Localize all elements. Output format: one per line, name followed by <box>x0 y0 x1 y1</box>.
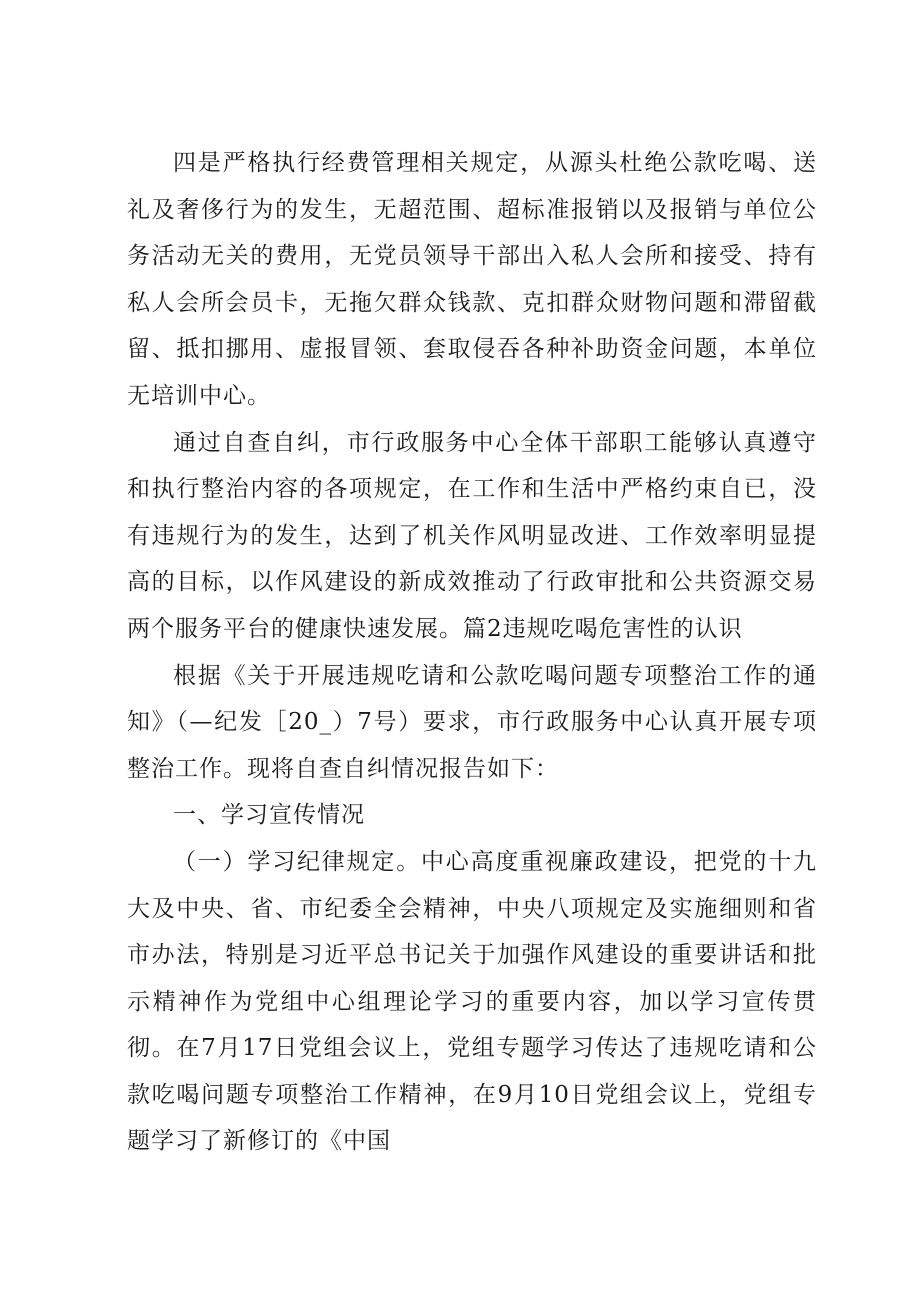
section-heading-study-publicity: 一、学习宣传情况 <box>173 802 365 829</box>
document-body <box>127 140 817 1165</box>
paragraph-self-inspection-result: 通过自查自纠，市行政服务中心全体干部职工能够认真遵守和执行整治内容的各项规定，在工作和生活中严格约束自已，没有违规行为的发生，达到了机关作风明显改进、工作效率明显提高的目标，以作风建设的新成效推动了行政审批和公共资源交易两个服务平台的健康快速发展。篇2违规吃喝危害性的认识 <box>127 429 817 642</box>
paragraph-notice-basis: 根据《关于开展违规吃请和公款吃喝问题专项整治工作的通知》（—纪发［20_）7号）要求，市行政服务中心认真开展专项整治工作。现将自查自纠情况报告如下： <box>127 662 817 782</box>
paragraph-study-discipline: （一）学习纪律规定。中心高度重视廉政建设，把党的十九大及中央、省、市纪委全会精神，中央八项规定及实施细则和省市办法，特别是习近平总书记关于加强作风建设的重要讲话和批示精神作为党组中心组理论学习的重要内容，加以学习宣传贯彻。在7月17日党组会议上，党组专题学习传达了违规吃请和公款吃喝问题专项整治工作精神，在9月10日党组会议上，党组专题学习了新修订的《中国 <box>127 848 817 1155</box>
paragraph-expense-rules: 四是严格执行经费管理相关规定，从源头杜绝公款吃喝、送礼及奢侈行为的发生，无超范围、超标准报销以及报销与单位公务活动无关的费用，无党员领导干部出入私人会所和接受、持有私人会所会员卡，无拖欠群众钱款、克扣群众财物问题和滞留截留、抵扣挪用、虚报冒领、套取侵吞各种补助资金问题，本单位无培训中心。 <box>127 150 817 409</box>
